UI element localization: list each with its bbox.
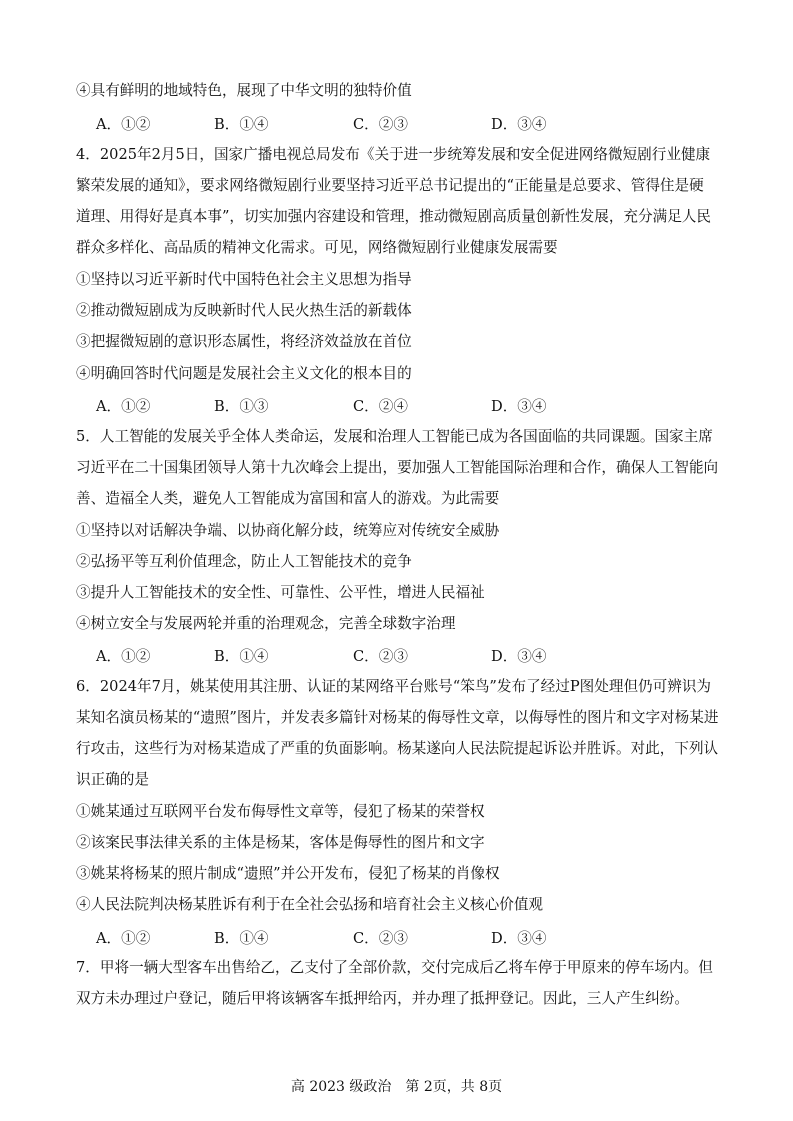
answer-option-d: D．③④ [491,930,547,947]
answer-option-d: D．③④ [491,398,547,415]
answer-option-a: A．①② [96,648,151,665]
question-7-text: 7．甲将一辆大型客车出售给乙，乙支付了全部价款，交付完成后乙将车停于甲原来的停车场内。但 [76,959,713,976]
answer-option-c: C．②③ [353,116,408,133]
answer-option-b: B．①④ [214,648,269,665]
answer-option-a: A．①② [96,116,151,133]
answer-options-q3 [76,115,726,135]
option-statement: ②该案民事法律关系的主体是杨某，客体是侮辱性的图片和文字 [76,834,485,851]
question-5-text: 习近平在二十国集团领导人第十九次峰会上提出，要加强人工智能国际治理和合作，确保人工智能向 [76,459,719,476]
answer-options-q6 [76,929,726,949]
answer-option-a: A．①② [96,398,151,415]
option-statement: ③提升人工智能技术的安全性、可靠性、公平性，增进人民福祉 [76,584,485,601]
answer-option-b: B．①④ [214,116,269,133]
answer-option-c: C．②③ [353,648,408,665]
page-footer: 高 2023 级政治 第 2页，共 8页 [290,1079,503,1095]
answer-options-q4 [76,397,726,417]
option-statement: ③姚某将杨某的照片制成“遗照”并公开发布，侵犯了杨某的肖像权 [76,865,500,882]
option-statement: ①坚持以习近平新时代中国特色社会主义思想为指导 [76,271,412,288]
option-statement: ④树立安全与发展两轮并重的治理观念，完善全球数字治理 [76,615,456,632]
question-6-text: 6．2024年7月，姚某使用其注册、认证的某网络平台账号“笨鸟”发布了经过P图处理但仍可辨识为 [76,678,712,695]
question-6-text: 某知名演员杨某的“遗照”图片，并发表多篇针对杨某的侮辱性文章，以侮辱性的图片和文字对杨某进 [76,709,719,726]
answer-option-d: D．③④ [491,648,547,665]
option-statement: ②推动微短剧成为反映新时代人民火热生活的新载体 [76,302,412,319]
option-statement: ①姚某通过互联网平台发布侮辱性文章等，侵犯了杨某的荣誉权 [76,803,485,820]
answer-option-b: B．①③ [214,398,269,415]
answer-option-a: A．①② [96,930,151,947]
question-7-text: 双方未办理过户登记，随后甲将该辆客车抵押给丙，并办理了抵押登记。因此，三人产生纠纷。 [76,990,689,1007]
answer-option-c: C．②④ [353,398,408,415]
option-statement: ③把握微短剧的意识形态属性，将经济效益放在首位 [76,333,412,350]
option-statement: ①坚持以对话解决争端、以协商化解分歧，统筹应对传统安全威胁 [76,522,500,539]
option-statement: ④明确回答时代问题是发展社会主义文化的根本目的 [76,365,412,382]
question-4-text: 群众多样化、高品质的精神文化需求。可见，网络微短剧行业健康发展需要 [76,239,558,256]
option-statement: ④人民法院判决杨某胜诉有利于在全社会弘扬和培育社会主义核心价值观 [76,896,544,913]
question-4-text: 4．2025年2月5日，国家广播电视总局发布《关于进一步统筹发展和安全促进网络微短剧行业健康 [76,146,711,163]
question-5-text: 善、造福全人类，避免人工智能成为富国和富人的游戏。为此需要 [76,490,500,507]
question-4-text: 道理、用得好是真本事”，切实加强内容建设和管理，推动微短剧高质量创新性发展，充分满足人民 [76,208,711,225]
answer-option-b: B．①④ [214,930,269,947]
question-6-text: 识正确的是 [76,771,149,788]
question-5-text: 5．人工智能的发展关乎全体人类命运，发展和治理人工智能已成为各国面临的共同课题。国家主席 [76,428,713,445]
answer-option-d: D．③④ [491,116,547,133]
question-4-text: 繁荣发展的通知》，要求网络微短剧行业要坚持习近平总书记提出的“正能量是总要求、管得住是硬 [76,177,704,194]
question-6-text: 行攻击，这些行为对杨某造成了严重的负面影响。杨某遂向人民法院提起诉讼并胜诉。对此，下列认 [76,740,719,757]
answer-option-c: C．②③ [353,930,408,947]
option-statement: ②弘扬平等互利价值理念，防止人工智能技术的竞争 [76,553,412,570]
option-statement: ④具有鲜明的地域特色，展现了中华文明的独特价值 [76,82,412,99]
answer-options-q5 [76,647,726,667]
